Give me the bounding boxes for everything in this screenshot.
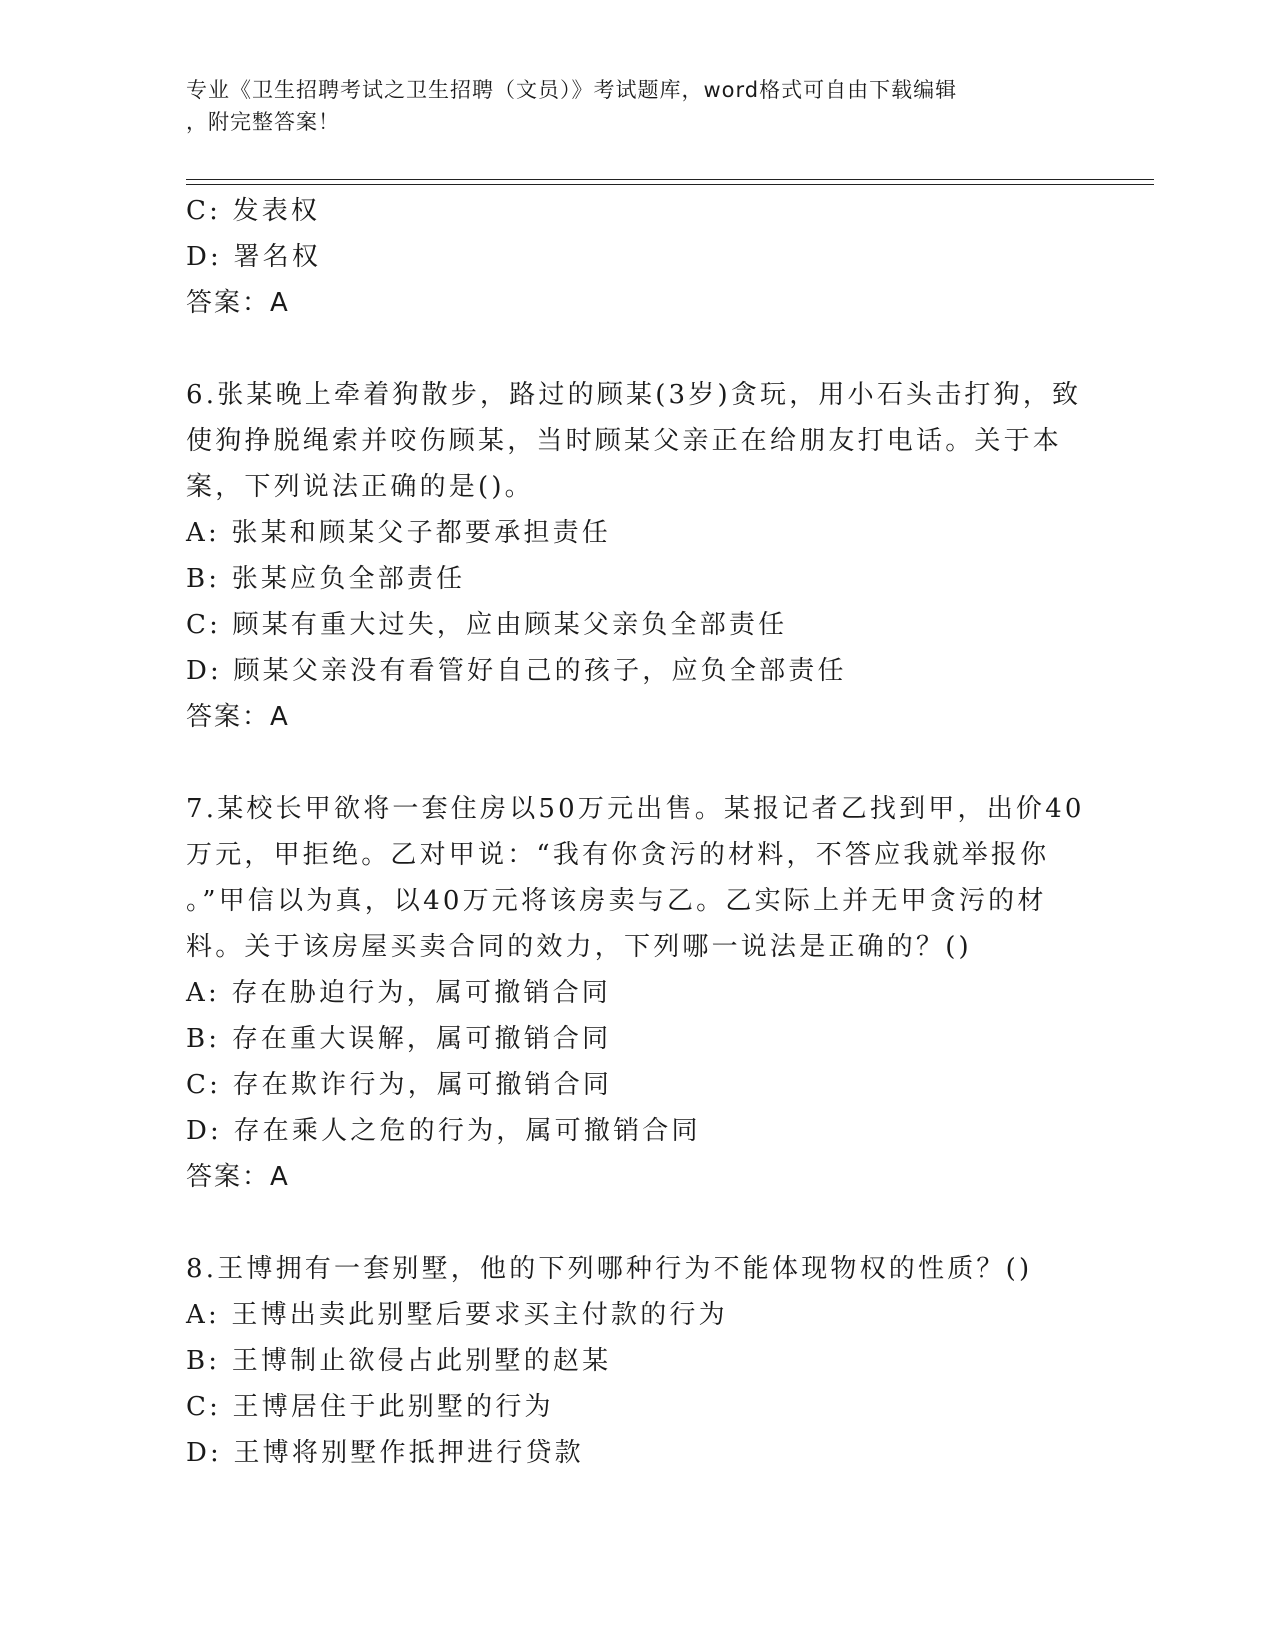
question-stem-line: 8.王博拥有一套别墅，他的下列哪种行为不能体现物权的性质？() [186, 1254, 1033, 1284]
option-a: A: 存在胁迫行为，属可撤销合同 [186, 978, 612, 1008]
question-content [186, 188, 1086, 1476]
question-5-tail [186, 188, 1086, 326]
option-c: C: 王博居住于此别墅的行为 [186, 1392, 554, 1422]
option-a: A: 张某和顾某父子都要承担责任 [186, 518, 612, 548]
option-c: C: 发表权 [186, 196, 321, 226]
option-d: D: 署名权 [186, 242, 322, 272]
spacer [186, 740, 1086, 786]
option-b: B: 张某应负全部责任 [186, 564, 466, 594]
option-a: A: 王博出卖此别墅后要求买主付款的行为 [186, 1300, 728, 1330]
header-line-1: 专业《卫生招聘考试之卫生招聘（文员）》考试题库，word格式可自由下载编辑 [186, 78, 958, 102]
option-d: D: 顾某父亲没有看管好自己的孩子，应负全部责任 [186, 656, 847, 686]
document-header [186, 74, 1086, 138]
question-stem-line: 。”甲信以为真，以40万元将该房卖与乙。乙实际上并无甲贪污的材 [186, 886, 1047, 916]
answer-line: 答案：A [186, 702, 290, 732]
question-stem-line: 7.某校长甲欲将一套住房以50万元出售。某报记者乙找到甲，出价40 [186, 794, 1085, 824]
question-6 [186, 372, 1086, 740]
option-b: B: 存在重大误解，属可撤销合同 [186, 1024, 612, 1054]
answer-line: 答案：A [186, 288, 290, 318]
option-c: C: 顾某有重大过失，应由顾某父亲负全部责任 [186, 610, 788, 640]
question-stem-line: 案，下列说法正确的是()。 [186, 472, 534, 502]
question-stem-line: 使狗挣脱绳索并咬伤顾某，当时顾某父亲正在给朋友打电话。关于本 [186, 426, 1063, 456]
option-d: D: 王博将别墅作抵押进行贷款 [186, 1438, 584, 1468]
question-stem-line: 料。关于该房屋买卖合同的效力，下列哪一说法是正确的？() [186, 932, 972, 962]
header-divider-bottom [186, 184, 1154, 185]
spacer [186, 326, 1086, 372]
answer-line: 答案：A [186, 1162, 290, 1192]
header-line-2: ，附完整答案！ [186, 110, 340, 134]
spacer [186, 1200, 1086, 1246]
header-divider-top [186, 179, 1154, 180]
option-c: C: 存在欺诈行为，属可撤销合同 [186, 1070, 613, 1100]
option-d: D: 存在乘人之危的行为，属可撤销合同 [186, 1116, 701, 1146]
question-stem-line: 万元，甲拒绝。乙对甲说：“我有你贪污的材料，不答应我就举报你 [186, 840, 1050, 870]
question-8 [186, 1246, 1086, 1476]
question-stem-line: 6.张某晚上牵着狗散步，路过的顾某(3岁)贪玩，用小石头击打狗，致 [186, 380, 1082, 410]
option-b: B: 王博制止欲侵占此别墅的赵某 [186, 1346, 612, 1376]
question-7 [186, 786, 1086, 1200]
